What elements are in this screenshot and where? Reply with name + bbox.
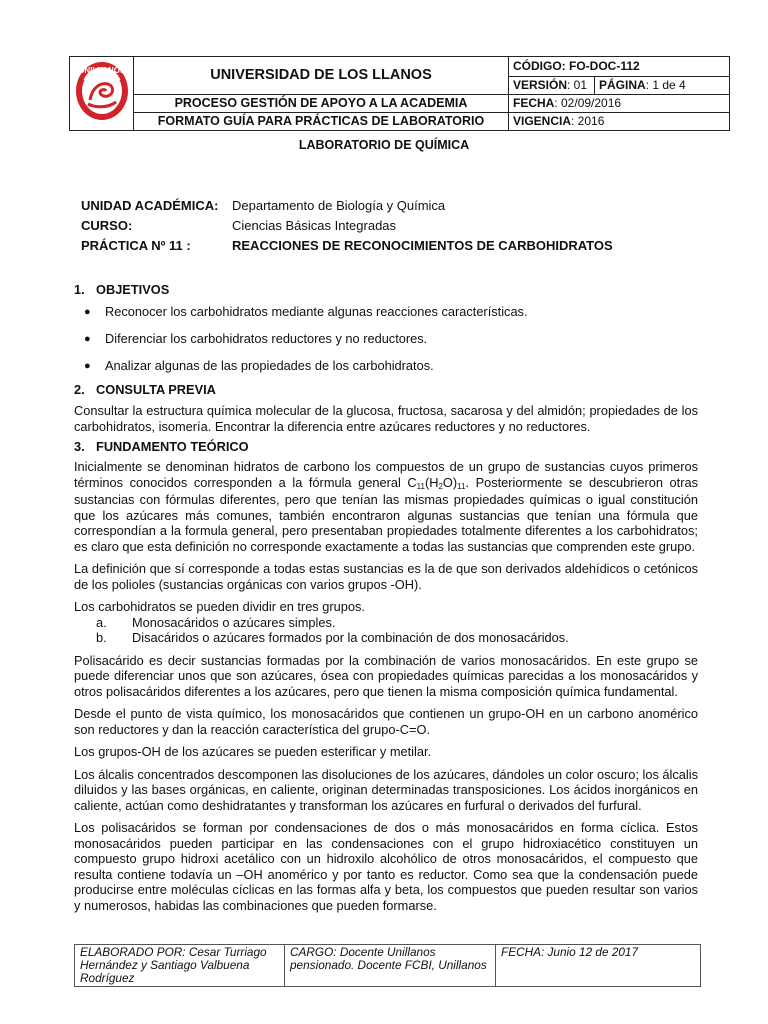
text-span: O) [442,474,458,490]
course-value: Ciencias Básicas Integradas [232,218,397,233]
subscript: 11 [457,481,466,491]
document-body [74,281,698,913]
version-value: : 01 [567,78,588,92]
bullet-icon: ● [84,306,91,318]
bullet-icon: ● [84,333,91,345]
prepared-by: ELABORADO POR: Cesar Turriago Hernández y Santiago Valbuena Rodríguez [75,945,285,987]
version-label: VERSIÓN [513,78,568,92]
paragraph: Consultar la estructura química molecular de la glucosa, fructosa, sacarosa y del almidón; propiedades de los carbohidratos, isomería. Encontrar la diferencia entre azúcares reductores y no reductores. [74,403,698,434]
university-logo [70,57,134,131]
groups-list [74,615,698,646]
document-footer [74,944,701,987]
document-header [69,56,730,131]
section-title: OBJETIVOS [96,282,170,297]
section-heading-consulta [74,381,698,399]
course-label: CURSO: [81,218,133,233]
list-key: b. [96,630,107,645]
logo-text: UNILLANOS [78,66,125,75]
section-heading-objectives [74,281,698,299]
practice-label: PRÁCTICA Nº 11 : [81,238,191,253]
footer-date: FECHA: Junio 12 de 2017 [496,945,701,987]
paragraph: Desde el punto de vista químico, los monosacáridos que contienen un grupo-OH en un carbono anomérico son reductores y dan la reacción característica del grupo-C=O. [74,706,698,737]
code-label: CÓDIGO: [513,59,566,73]
paragraph: Los polisacáridos se forman por condensaciones de dos o más monosacáridos en forma cíclica. Estos monosacáridos pueden participar en las condensaciones con el grupo hidroxiacético constituyen un compuesto grupo hidroxi acetálico con un hidroxilo alcohólico de otros monosacáridos, el compuesto que resulta contiene todavía un –OH anomérico y por tanto es reductor. Como sea que la condensación puede producirse entre moléculas cíclicas en las formas alfa y beta, los compuestos que pueden resultar son varios y numerosos, habidas las combinaciones que pueden formarse. [74,820,698,913]
text-span: . Posteriormente se descubrieron otras sustancias con fórmulas diferentes, pero que tenían las mismas propiedades químicas o igual constitución que los azúcares más comunes, también encontraron algunas sustancias que tenían una fórmula que correspondían a la formula general, pero presentaban propiedades totalmente diferentes a los carbohidratos; es claro que esta definición no corresponde exactamente a todas las sustancias que comprenden este grupo. [74,474,698,554]
process-name: PROCESO GESTIÓN DE APOYO A LA ACADEMIA [134,95,509,113]
version-cell [509,77,595,95]
list-text: Monosacáridos o azúcares simples. [132,614,336,630]
subscript: 2 [438,481,443,491]
list-item [74,615,698,631]
lab-title: LABORATORIO DE QUÍMICA [298,138,470,152]
section-number: 3. [74,439,85,454]
section-title: FUNDAMENTO TEÓRICO [96,439,249,454]
bullet-icon: ● [84,360,91,372]
objective-text: Analizar algunas de las propiedades de los carbohidratos. [105,358,434,373]
text-span: Inicialmente se denominan hidratos de carbono los compuestos de un grupo de sustancias cuyos primeros términos conocidos corresponden a la fórmula general C [74,459,698,490]
paragraph: Los carbohidratos se pueden dividir en tres grupos. [74,599,365,614]
position: CARGO: Docente Unillanos pensionado. Docente FCBI, Unillanos [285,945,496,987]
list-text: Disacáridos o azúcares formados por la combinación de dos monosacáridos. [132,630,569,645]
university-name: UNIVERSIDAD DE LOS LLANOS [134,57,509,95]
paragraph: Los grupos-OH de los azúcares se pueden esterificar y metilar. [74,744,432,759]
objective-text: Reconocer los carbohidratos mediante algunas reacciones características. [105,304,528,319]
practice-info [81,197,613,257]
list-item [74,630,698,646]
section-number: 1. [74,282,85,297]
list-item [74,330,698,348]
practice-row [81,237,613,257]
subscript: 11 [416,481,425,491]
validity-label: VIGENCIA [513,114,572,128]
code-value: FO-DOC-112 [569,59,640,73]
text-span: (H [424,474,439,490]
date-label: FECHA [513,96,555,110]
paragraph: Polisacárido es decir sustancias formadas por la combinación de varios monosacáridos. En este grupo se puede diferenciar unos que son azúcares, ósea con propiedades químicas parecidas a los monosacáridos y otros polisacáridos diferentes a los azúcares, pero que tienen la misma composición química fundamental. [74,652,698,699]
paragraph: La definición que sí corresponde a todas estas sustancias es la de que son derivados aldehídicos o cetónicos de los polioles (sustancias orgánicas con varios grupos -OH). [74,561,698,592]
course-row [81,217,613,237]
list-item [74,357,698,375]
section-number: 2. [74,382,85,397]
date-value: : 02/09/2016 [554,96,622,110]
code-cell [509,57,730,77]
validity-value: : 2016 [571,114,605,128]
objective-text: Diferenciar los carbohidratos reductores y no reductores. [105,331,428,346]
paragraph: Los álcalis concentrados descomponen las disoluciones de los azúcares, dándoles un color oscuro; los álcalis diluidos y las bases orgánicas, en caliente, originan determinadas transposiciones. Los ácidos inorgánicos en caliente, actúan como deshidratantes y transforman los azúcares en furfural o derivados del furfural. [74,766,698,813]
section-title: CONSULTA PREVIA [96,382,216,397]
practice-value: REACCIONES DE RECONOCIMIENTOS DE CARBOHIDRATOS [232,238,613,253]
date-cell [509,95,730,113]
unit-row [81,197,613,217]
unit-label: UNIDAD ACADÉMICA: [81,198,219,213]
unillanos-logo-icon [74,60,130,122]
list-item [74,303,698,321]
page-cell [595,77,730,95]
section-heading-fundamento [74,438,698,456]
validity-cell [509,113,730,131]
unit-value: Departamento de Biología y Química [232,198,446,213]
page-value: : 1 de 4 [645,78,686,92]
format-name: FORMATO GUÍA PARA PRÁCTICAS DE LABORATORIO [134,113,509,131]
page-label: PÁGINA [599,78,646,92]
paragraph [74,459,698,554]
list-key: a. [96,614,107,630]
